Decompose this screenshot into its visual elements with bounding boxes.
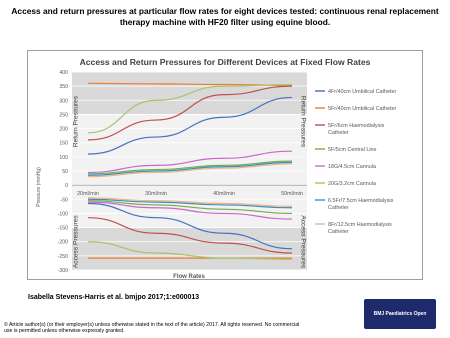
legend-label: [328, 222, 392, 235]
journal-logo-text: BMJ Paediatrics Open: [373, 311, 427, 317]
y-tick-label: 250: [59, 112, 68, 119]
access-pressures-label-left: Access Pressures: [72, 215, 80, 269]
y-tick-label: -200: [57, 239, 68, 246]
access-pressures-label-right: Access Pressures: [299, 215, 307, 269]
legend-label-line: Catheter: [328, 229, 349, 235]
y-tick-label: -250: [57, 253, 68, 260]
journal-logo: [364, 299, 436, 329]
legend-label: [328, 89, 397, 95]
legend-label-line: 4Fr/40cm Umbilical Catheter: [328, 89, 397, 95]
y-tick-label: 400: [59, 70, 68, 76]
legend-label-line: 8Fr/12.5cm Haemodialysis: [328, 222, 392, 228]
legend-label: [328, 123, 385, 136]
y-tick-label: 50: [62, 169, 68, 175]
return-pressures-label-right: Return Pressures: [299, 95, 307, 148]
x-tick-label: 30ml/min: [145, 191, 167, 198]
y-tick-label: 0: [65, 183, 68, 190]
x-tick-label: 40ml/min: [213, 191, 235, 198]
y-tick-label: -300: [57, 268, 68, 274]
y-tick-label: -50: [60, 197, 68, 204]
legend-label: [328, 106, 397, 112]
legend-label: [328, 147, 377, 153]
x-tick-label: 20ml/min: [77, 191, 99, 198]
y-tick-label: -150: [57, 225, 68, 232]
legend-label-line: 20G/3.2cm Cannula: [328, 181, 376, 187]
y-tick-label: -100: [57, 211, 68, 218]
x-tick-label: 50ml/min: [281, 191, 303, 198]
legend-label-line: 5Fr/40cm Umbilical Catheter: [328, 106, 397, 112]
legend-label: [328, 164, 376, 170]
y-tick-label: 300: [59, 98, 68, 105]
legend-label: [328, 181, 376, 187]
legend-label-line: 5Fr/6cm Haemodialysis: [328, 123, 385, 129]
citation: Isabella Stevens-Harris et al. bmjpo 2017;1:e000013: [28, 294, 200, 301]
chart-title: Access and Return Pressures for Different Devices at Fixed Flow Rates: [79, 57, 371, 67]
y-tick-label: 100: [59, 154, 68, 161]
legend-label-line: Catheter: [328, 205, 349, 211]
legend-label-line: 18G/4.5cm Cannula: [328, 164, 376, 170]
pressure-line-chart: [28, 51, 422, 279]
y-tick-label: 200: [59, 126, 68, 133]
legend-label-line: 6.5Fr/7.5cm Haemodialysis: [328, 198, 394, 204]
shaded-band: [72, 228, 307, 270]
x-axis-label: Flow Rates: [173, 274, 205, 279]
legend: [315, 89, 397, 235]
legend-label-line: 5F/5cm Central Line: [328, 147, 377, 153]
y-tick-label: 150: [59, 140, 68, 147]
y-tick-label: 350: [59, 84, 68, 91]
legend-label-line: Catheter: [328, 130, 349, 136]
return-pressures-label-left: Return Pressures: [72, 95, 80, 148]
slide-title: Access and return pressures at particular flow rates for eight devices tested: continuous renal replacement therapy machine with HF20 filter using equine blood.: [11, 6, 439, 27]
copyright-notice: © Article author(s) (or their employer(s) unless otherwise stated in the text of the article) 2017. All rights reserved. No commercial use is permitted unless otherwise expressly granted.: [4, 322, 300, 335]
y-axis-label: Pressure (mmHg): [36, 167, 42, 207]
legend-label: [328, 198, 394, 211]
chart-frame: [27, 50, 423, 280]
